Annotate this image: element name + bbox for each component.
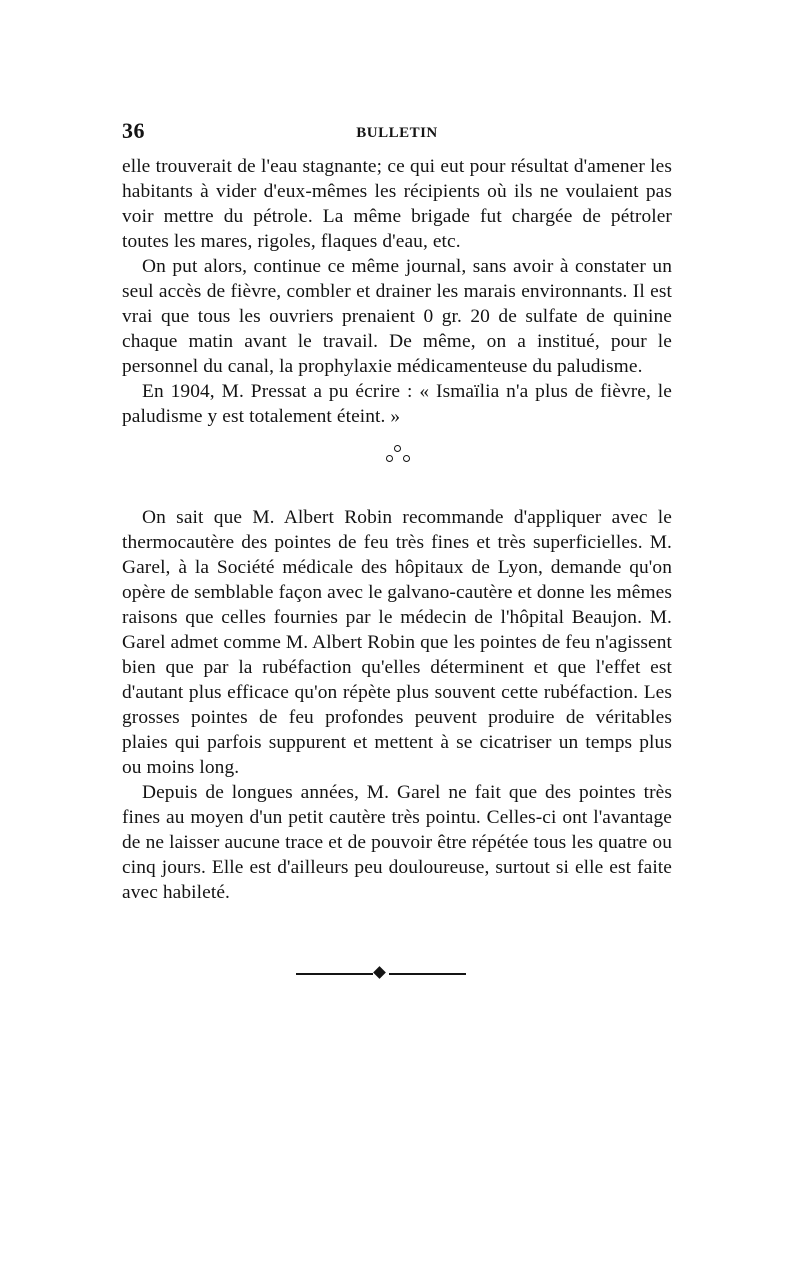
paragraph-3: En 1904, M. Pressat a pu écrire : « Ismaïlia n'a plus de fièvre, le paludisme y est totalement éteint. » <box>122 381 672 427</box>
diamond-ornament-icon <box>373 966 386 979</box>
book-page <box>122 118 672 905</box>
paragraph-5: Depuis de longues années, M. Garel ne fait que des pointes très fines au moyen d'un petit cautère très pointu. Celles-ci ont l'avantage de ne laisser aucune trace et de pouvoir être répétée tous les quatre ou cinq jours. Elle est d'ailleurs peu douloureuse, surtout si elle est faite avec habileté. <box>122 782 672 903</box>
asterism-dot-icon <box>394 445 401 452</box>
asterism-dot-icon <box>403 455 410 462</box>
paragraph-1: elle trouverait de l'eau stagnante; ce qui eut pour résultat d'amener les habitants à vider d'eux-mêmes les récipients où ils ne voulaient pas voir mettre du pétrole. La même brigade fut chargée de pétroler toutes les mares, rigoles, flaques d'eau, etc. <box>122 156 672 252</box>
running-head <box>122 118 672 148</box>
asterism-dot-icon <box>386 455 393 462</box>
end-ornament-rule <box>296 965 466 981</box>
rule-line <box>389 973 466 975</box>
rule-line <box>296 973 373 975</box>
asterism-separator <box>122 443 672 495</box>
paragraph-2: On put alors, continue ce même journal, sans avoir à constater un seul accès de fièvre, combler et drainer les marais environnants. Il est vrai que tous les ouvriers prenaient 0 gr. 20 de sulfate de quinine chaque matin avant le travail. De même, on a institué, pour le personnel du canal, la prophylaxie médicamenteuse du paludisme. <box>122 256 672 377</box>
running-title: BULLETIN <box>356 125 438 141</box>
page-number: 36 <box>122 118 145 143</box>
paragraph-4: On sait que M. Albert Robin recommande d'appliquer avec le thermocautère des pointes de feu très fines et très superficielles. M. Garel, à la Société médicale des hôpitaux de Lyon, demande qu'on opère de semblable façon avec le galvano-cautère et donne les mêmes raisons que celles fournies par le médecin de l'hôpital Beaujon. M. Garel admet comme M. Albert Robin que les pointes de feu n'agissent bien que par la rubéfaction qu'elles déterminent et que l'effet est d'autant plus efficace qu'on répète plus souvent cette rubéfaction. Les grosses pointes de feu profondes peuvent produire de véritables plaies qui parfois suppurent et mettent à se cicatriser un temps plus ou moins long. <box>122 507 672 778</box>
